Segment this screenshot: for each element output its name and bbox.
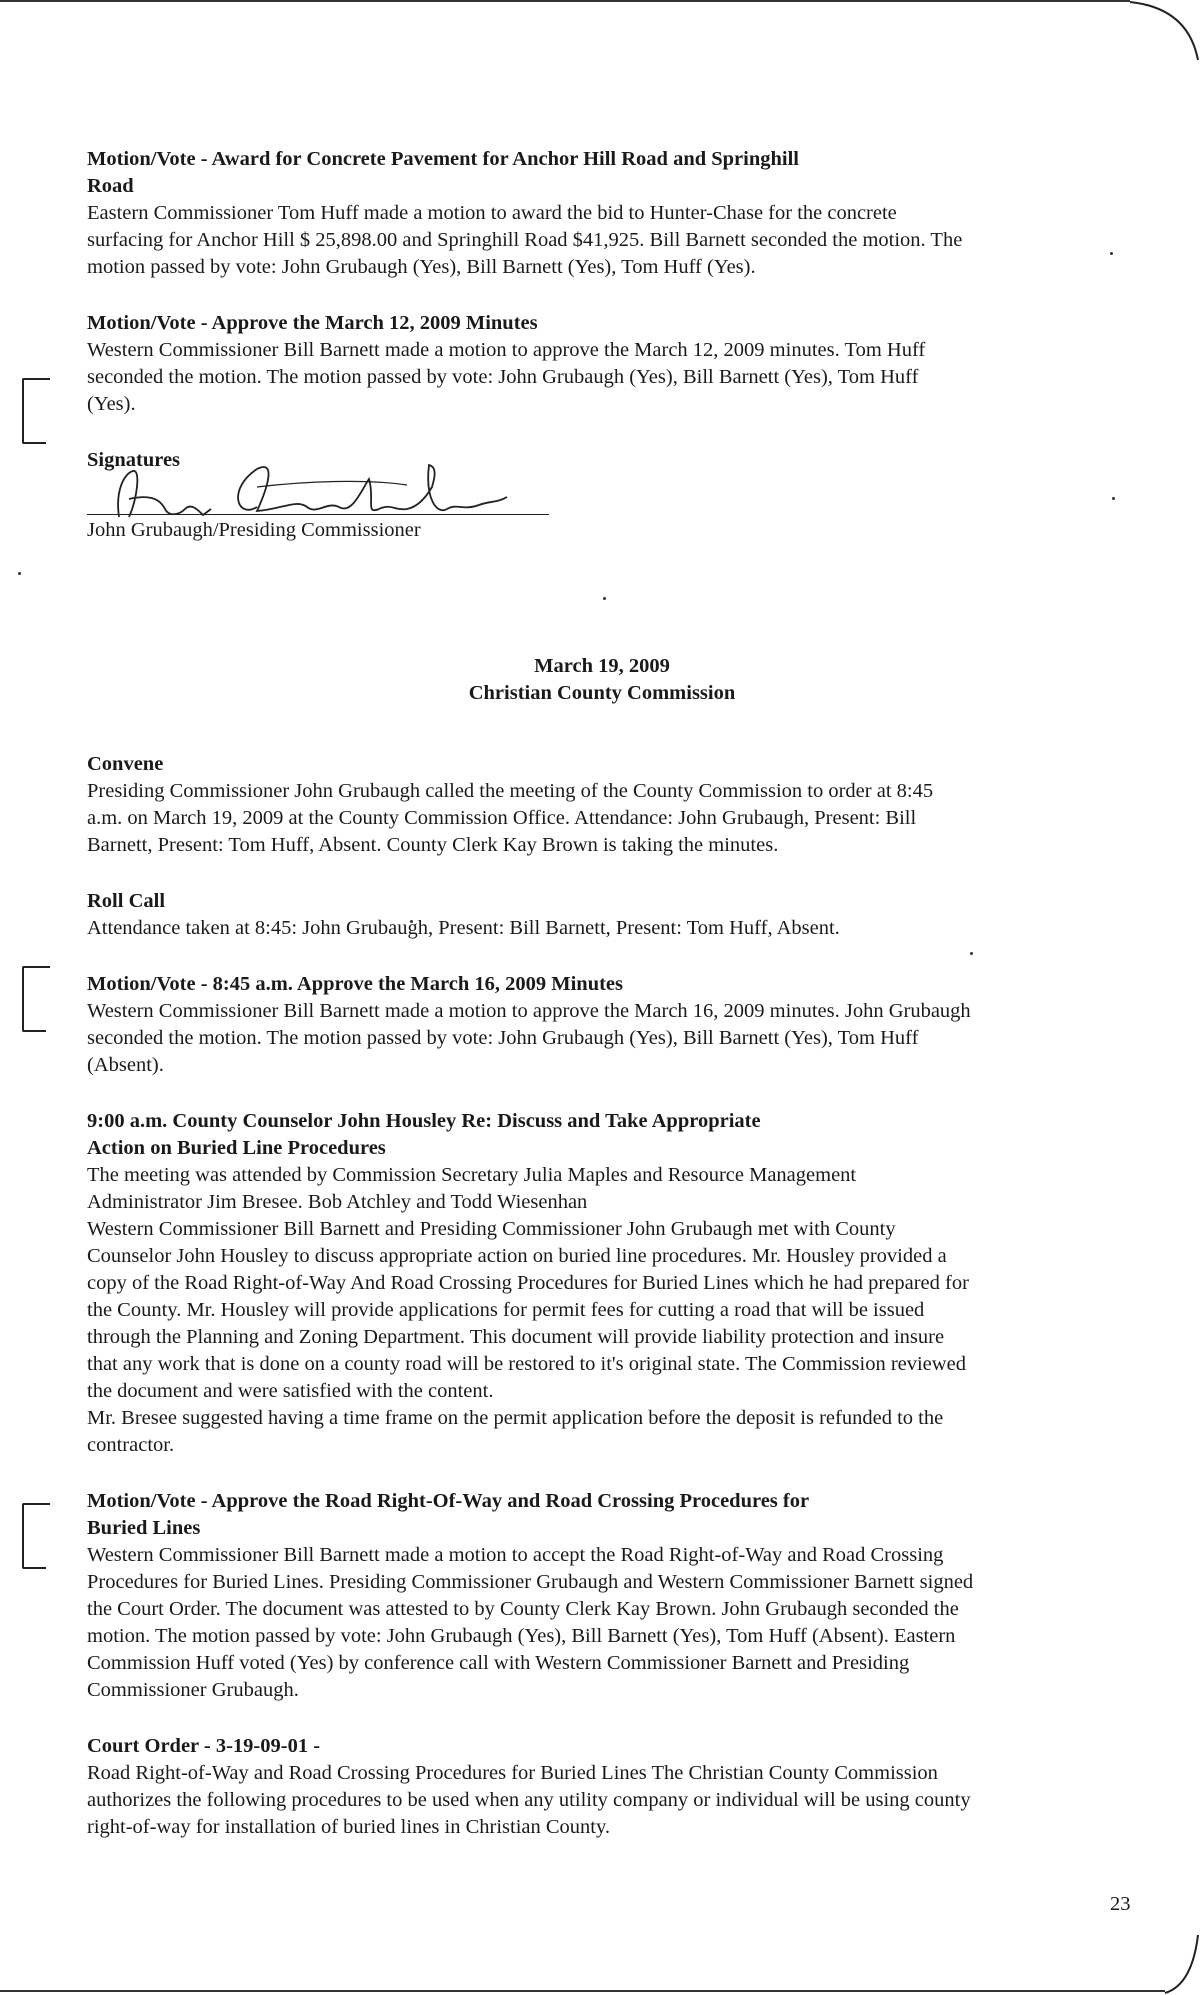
minutes-section	[87, 1488, 1117, 1704]
paragraph-line: copy of the Road Right-of-Way And Road Crossing Procedures for Buried Lines which he had prepared for	[87, 1272, 969, 1294]
margin-bracket-mark	[22, 966, 46, 1032]
minutes-section	[87, 888, 1117, 942]
paragraph-line: Western Commissioner Bill Barnett made a motion to approve the March 16, 2009 minutes. John Grubaugh	[87, 1000, 971, 1022]
paragraph-line: contractor.	[87, 1434, 175, 1456]
minutes-section	[87, 1108, 1117, 1459]
minutes-section	[87, 146, 1117, 281]
paragraph-line: motion. The motion passed by vote: John Grubaugh (Yes), Bill Barnett (Yes), Tom Huff (Absent). Eastern	[87, 1625, 956, 1647]
paragraph-line: Mr. Bresee suggested having a time frame on the permit application before the deposit is refunded to the	[87, 1407, 944, 1429]
meeting-header	[87, 653, 1117, 707]
paragraph-line: through the Planning and Zoning Department. This document will provide liability protection and insure	[87, 1326, 945, 1348]
minutes-section	[87, 751, 1117, 859]
signatures-heading: Signatures	[87, 449, 181, 471]
section-heading: Action on Buried Line Procedures	[87, 1137, 386, 1159]
document-body	[87, 146, 1117, 1870]
paragraph-line: surfacing for Anchor Hill $ 25,898.00 and Springhill Road $41,925. Bill Barnett seconded the motion. The	[87, 229, 963, 251]
minutes-section	[87, 310, 1117, 418]
section-heading: Motion/Vote - 8:45 a.m. Approve the March 16, 2009 Minutes	[87, 973, 624, 995]
page-number: 23	[1110, 1893, 1131, 1915]
paragraph-line: Western Commissioner Bill Barnett and Presiding Commissioner John Grubaugh met with County	[87, 1218, 896, 1240]
paragraph-line: that any work that is done on a county road will be restored to it's original state. The Commission reviewed	[87, 1353, 966, 1375]
paragraph-line: the County. Mr. Housley will provide applications for permit fees for cutting a road that will be issued	[87, 1299, 925, 1321]
paragraph-line: the document and were satisfied with the content.	[87, 1380, 494, 1402]
section-heading: Court Order - 3-19-09-01 -	[87, 1735, 321, 1757]
paragraph-line: (Yes).	[87, 393, 136, 415]
paragraph-line: Commissioner Grubaugh.	[87, 1679, 299, 1701]
paragraph-line: Commission Huff voted (Yes) by conference call with Western Commissioner Barnett and Presiding	[87, 1652, 910, 1674]
signature-line	[87, 514, 549, 515]
section-heading: Roll Call	[87, 890, 166, 912]
paragraph-line: seconded the motion. The motion passed by vote: John Grubaugh (Yes), Bill Barnett (Yes), Tom Huff	[87, 1027, 919, 1049]
paragraph-line: authorizes the following procedures to be used when any utility company or individual will be using county	[87, 1789, 971, 1811]
paragraph-line: Counselor John Housley to discuss appropriate action on buried line procedures. Mr. Housley provided a	[87, 1245, 947, 1267]
paragraph-line: a.m. on March 19, 2009 at the County Commission Office. Attendance: John Grubaugh, Present: Bill	[87, 807, 917, 829]
section-heading: Convene	[87, 753, 164, 775]
paragraph-line: the Court Order. The document was attested to by County Clerk Kay Brown. John Grubaugh seconded the	[87, 1598, 959, 1620]
paragraph-line: right-of-way for installation of buried lines in Christian County.	[87, 1816, 611, 1838]
signature-caption: John Grubaugh/Presiding Commissioner	[87, 519, 421, 541]
paragraph-line: Attendance taken at 8:45: John Grubaugh, Present: Bill Barnett, Present: Tom Huff, Absent.	[87, 917, 840, 939]
margin-bracket-mark	[22, 1503, 46, 1569]
paragraph-line: motion passed by vote: John Grubaugh (Yes), Bill Barnett (Yes), Tom Huff (Yes).	[87, 256, 756, 278]
paragraph-line: Procedures for Buried Lines. Presiding Commissioner Grubaugh and Western Commissioner Barnett signed	[87, 1571, 974, 1593]
section-heading: Motion/Vote - Approve the Road Right-Of-Way and Road Crossing Procedures for	[87, 1490, 810, 1512]
minutes-section	[87, 971, 1117, 1079]
meeting-body: Christian County Commission	[468, 682, 736, 704]
scan-top-edge	[0, 0, 1130, 2]
page-edge-curl	[1130, 0, 1200, 1995]
paragraph-line: The meeting was attended by Commission Secretary Julia Maples and Resource Management	[87, 1164, 857, 1186]
paragraph-line: Barnett, Present: Tom Huff, Absent. County Clerk Kay Brown is taking the minutes.	[87, 834, 779, 856]
paragraph-line: Eastern Commissioner Tom Huff made a motion to award the bid to Hunter-Chase for the concrete	[87, 202, 897, 224]
paragraph-line: Western Commissioner Bill Barnett made a motion to approve the March 12, 2009 minutes. Tom Huff	[87, 339, 926, 361]
section-heading: Motion/Vote - Award for Concrete Pavement for Anchor Hill Road and Springhill	[87, 148, 799, 170]
scan-bottom-edge	[0, 1990, 1165, 1992]
paragraph-line: (Absent).	[87, 1054, 164, 1076]
paragraph-line: Administrator Jim Bresee. Bob Atchley and Todd Wiesenhan	[87, 1191, 588, 1213]
paragraph-line: seconded the motion. The motion passed by vote: John Grubaugh (Yes), Bill Barnett (Yes), Tom Huff	[87, 366, 919, 388]
section-heading: 9:00 a.m. County Counselor John Housley Re: Discuss and Take Appropriate	[87, 1110, 761, 1132]
section-heading: Buried Lines	[87, 1517, 201, 1539]
meeting-date: March 19, 2009	[534, 655, 670, 677]
minutes-section	[87, 1733, 1117, 1841]
margin-bracket-mark	[22, 378, 46, 444]
paragraph-line: Road Right-of-Way and Road Crossing Procedures for Buried Lines The Christian County Commission	[87, 1762, 938, 1784]
section-heading: Road	[87, 175, 134, 197]
paragraph-line: Western Commissioner Bill Barnett made a motion to accept the Road Right-of-Way and Road Crossing	[87, 1544, 944, 1566]
paragraph-line: Presiding Commissioner John Grubaugh called the meeting of the County Commission to order at 8:45	[87, 780, 934, 802]
section-heading: Motion/Vote - Approve the March 12, 2009 Minutes	[87, 312, 538, 334]
scan-speck	[18, 572, 21, 575]
signature-block	[87, 447, 1117, 557]
